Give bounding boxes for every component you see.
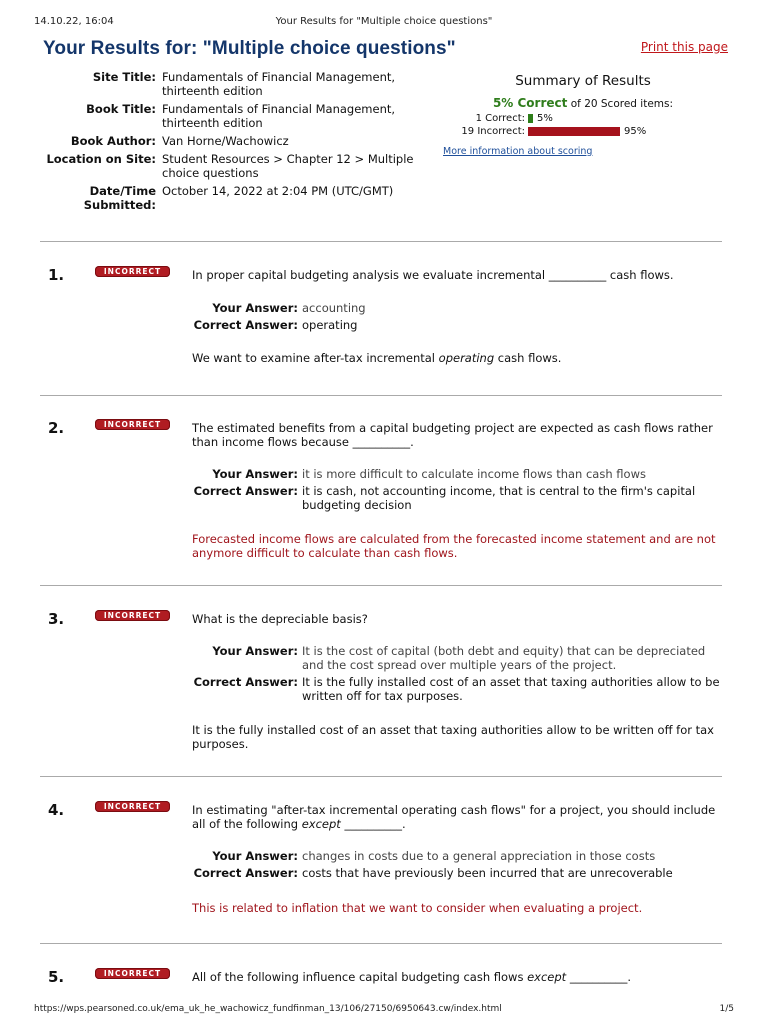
feedback: This is related to inflation that we want to consider when evaluating a project. — [192, 901, 643, 915]
incorrect-percent: 95% — [624, 126, 647, 137]
question-emphasis: except — [527, 970, 567, 984]
feedback: It is the fully installed cost of an asset that taxing authorities allow to be written off for tax purposes. — [192, 723, 714, 751]
question-text — [192, 970, 722, 984]
book-title-label: Book Title: — [86, 102, 156, 116]
summary-title: Summary of Results — [515, 73, 651, 89]
question-text-start: In estimating "after-tax incremental operating cash flows" for a project, you should include all of the following — [192, 803, 716, 831]
page-number: 1/5 — [719, 1004, 734, 1014]
divider — [40, 943, 722, 944]
correct-percent: 5% — [537, 113, 553, 124]
your-answer: It is the cost of capital (both debt and equity) that can be depreciated and the cost spread over multiple years of the project. — [302, 644, 706, 672]
page-url: https://wps.pearsoned.co.uk/ema_uk_he_wachowicz_fundfinman_13/106/27150/6950643.cw/index.html — [34, 1004, 502, 1014]
answers — [190, 301, 730, 335]
question-number: 5. — [48, 968, 65, 986]
percent-correct: 5% Correct — [492, 96, 568, 110]
question-number: 3. — [48, 610, 65, 628]
question-text: What is the depreciable basis? — [192, 612, 368, 626]
feedback — [192, 351, 724, 365]
print-page-link[interactable]: Print this page — [640, 40, 728, 54]
correct-answer-label: Correct Answer: — [193, 484, 298, 498]
scoring-info-link[interactable]: More information about scoring — [443, 146, 593, 157]
date-label: Date/Time Submitted: — [83, 184, 156, 212]
answers — [190, 467, 730, 515]
your-answer: accounting — [302, 301, 366, 315]
date-value: October 14, 2022 at 2:04 PM (UTC/GMT) — [162, 184, 394, 198]
book-author-label: Book Author: — [70, 134, 156, 148]
site-title-row — [40, 70, 430, 98]
incorrect-badge: INCORRECT — [95, 419, 170, 430]
question-text — [192, 803, 722, 831]
correct-answer: operating — [302, 318, 358, 332]
feedback: Forecasted income flows are calculated from the forecasted income statement and are not anymore difficult to calculate than cash flows. — [192, 532, 716, 560]
your-answer: it is more difficult to calculate income flows than cash flows — [302, 467, 646, 481]
feedback-text: We want to examine after-tax incremental — [192, 351, 439, 365]
book-title-value: Fundamentals of Financial Management, thirteenth edition — [162, 102, 396, 130]
divider — [40, 776, 722, 777]
incorrect-bar — [528, 127, 620, 136]
book-author-row — [40, 134, 430, 148]
location-value: Student Resources > Chapter 12 > Multiple choice questions — [162, 152, 414, 180]
your-answer-label: Your Answer: — [212, 467, 298, 481]
your-answer-label: Your Answer: — [212, 301, 298, 315]
incorrect-badge: INCORRECT — [95, 968, 170, 979]
question-text: The estimated benefits from a capital budgeting project are expected as cash flows rather than income flows because __________. — [192, 421, 713, 449]
answers — [190, 849, 730, 883]
question-number: 4. — [48, 801, 65, 819]
date-row — [40, 184, 430, 212]
correct-answer: It is the fully installed cost of an asset that taxing authorities allow to be written off for tax purposes. — [302, 675, 720, 703]
book-title-row — [40, 102, 430, 130]
question-number: 1. — [48, 266, 65, 284]
result-metadata — [40, 70, 430, 216]
location-row — [40, 152, 430, 180]
answers — [190, 644, 730, 706]
print-footer — [34, 1004, 734, 1014]
book-author-value: Van Horne/Wachowicz — [162, 134, 289, 148]
question-emphasis: except — [301, 817, 341, 831]
incorrect-bar-row — [443, 125, 723, 138]
print-datetime: 14.10.22, 16:04 — [34, 16, 114, 27]
incorrect-badge: INCORRECT — [95, 266, 170, 277]
question-text-end: __________. — [566, 970, 631, 984]
correct-answer: it is cash, not accounting income, that is central to the firm's capital budgeting decision — [302, 484, 696, 512]
percent-correct-line — [443, 96, 723, 110]
divider — [40, 395, 722, 396]
question-text-end: __________. — [340, 817, 406, 831]
scored-items-text: of 20 Scored items: — [570, 98, 674, 110]
feedback-text-end: cash flows. — [494, 351, 562, 365]
incorrect-badge: INCORRECT — [95, 610, 170, 621]
your-answer-label: Your Answer: — [212, 849, 298, 863]
your-answer: changes in costs due to a general appreciation in those costs — [302, 849, 656, 863]
page-title: Your Results for: "Multiple choice questions" — [43, 38, 456, 59]
divider — [40, 585, 722, 586]
incorrect-label: 19 Incorrect: — [461, 126, 525, 137]
question-text: In proper capital budgeting analysis we evaluate incremental __________ cash flows. — [192, 268, 674, 282]
correct-bar-row — [443, 112, 723, 125]
your-answer-label: Your Answer: — [212, 644, 298, 658]
correct-answer-label: Correct Answer: — [193, 318, 298, 332]
site-title-value: Fundamentals of Financial Management, thirteenth edition — [162, 70, 396, 98]
location-label: Location on Site: — [46, 152, 156, 166]
site-title-label: Site Title: — [92, 70, 156, 84]
correct-answer: costs that have previously been incurred that are unrecoverable — [302, 866, 673, 880]
correct-answer-label: Correct Answer: — [193, 675, 298, 689]
feedback-emphasis: operating — [438, 351, 495, 365]
incorrect-badge: INCORRECT — [95, 801, 170, 812]
print-page-title: Your Results for "Multiple choice questions" — [275, 16, 493, 27]
question-text-start: All of the following influence capital budgeting cash flows — [192, 970, 528, 984]
summary-of-results — [443, 73, 723, 157]
correct-answer-label: Correct Answer: — [193, 866, 298, 880]
question-number: 2. — [48, 419, 65, 437]
correct-label: 1 Correct: — [475, 113, 525, 124]
divider — [40, 241, 722, 242]
